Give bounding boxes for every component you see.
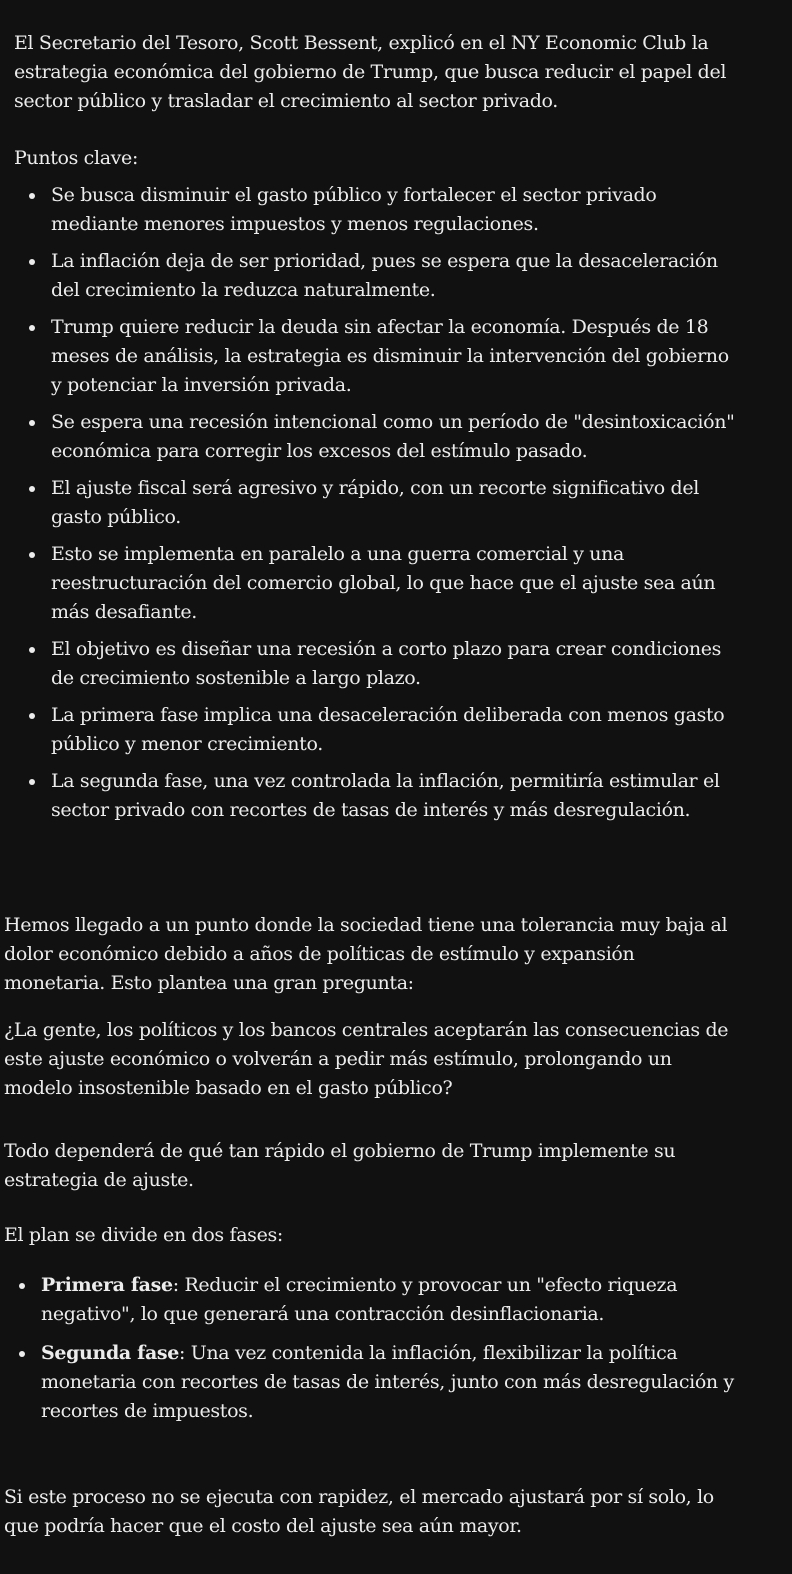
list-item-text: Se espera una recesión intencional como un período de "desintoxicación" económica para corregir los excesos del estímulo pasado.	[51, 411, 735, 462]
list-item-text: La inflación deja de ser prioridad, pues se espera que la desaceleración del crecimiento la reduzca naturalmente.	[51, 250, 718, 301]
intro-paragraph: El Secretario del Tesoro, Scott Bessent, explicó en el NY Economic Club la estrategia económica del gobierno de Trump, que busca reducir el papel del sector público y trasladar el crecimiento al sector privado.	[14, 32, 727, 112]
phases-list	[4, 1271, 744, 1426]
bullet-icon	[29, 325, 35, 331]
bullet-icon	[29, 420, 35, 426]
list-item-text: Esto se implementa en paralelo a una guerra comercial y una reestructuración del comercio global, lo que hace que el ajuste sea aún más desafiante.	[51, 543, 716, 623]
bullet-icon	[29, 193, 35, 199]
list-item-text: El ajuste fiscal será agresivo y rápido, con un recorte significativo del gasto público.	[51, 477, 699, 528]
phase-title: Segunda fase	[41, 1342, 180, 1364]
list-item	[14, 474, 739, 532]
list-item-text: Trump quiere reducir la deuda sin afectar la economía. Después de 18 meses de análisis, la estrategia es disminuir la intervención del gobierno y potenciar la inversión privada.	[51, 316, 729, 396]
phase-title: Primera fase	[41, 1274, 173, 1296]
list-item	[14, 247, 739, 305]
phase-item	[4, 1271, 744, 1329]
phase-item	[4, 1339, 744, 1426]
key-points-heading: Puntos clave:	[14, 147, 138, 169]
list-item	[14, 408, 739, 466]
list-item-text: Se busca disminuir el gasto público y fortalecer el sector privado mediante menores impuestos y menos regulaciones.	[51, 184, 657, 235]
question-paragraph: ¿La gente, los políticos y los bancos centrales aceptarán las consecuencias de este ajuste económico o volverán a pedir más estímulo, prolongando un modelo insostenible basado en el gasto público?	[4, 1019, 729, 1099]
bullet-icon	[29, 486, 35, 492]
key-points-list	[14, 181, 739, 825]
phase-text: : Reducir el crecimiento y provocar un "efecto riqueza negativo", lo que generará una contracción desinflacionaria.	[41, 1274, 678, 1325]
bullet-icon	[29, 647, 35, 653]
bullet-icon	[29, 259, 35, 265]
list-item	[14, 313, 739, 400]
bullet-icon	[19, 1283, 25, 1289]
list-item	[14, 701, 739, 759]
tolerance-paragraph: Hemos llegado a un punto donde la sociedad tiene una tolerancia muy baja al dolor económico debido a años de políticas de estímulo y expansión monetaria. Esto plantea una gran pregunta:	[4, 914, 728, 994]
list-item	[14, 181, 739, 239]
list-item	[14, 767, 739, 825]
list-item	[14, 635, 739, 693]
list-item-text: La segunda fase, una vez controlada la inflación, permitiría estimular el sector privado con recortes de tasas de interés y más desregulación.	[51, 770, 720, 821]
bullet-icon	[29, 552, 35, 558]
phases-heading: El plan se divide en dos fases:	[4, 1224, 283, 1246]
list-item-text: El objetivo es diseñar una recesión a corto plazo para crear condiciones de crecimiento sostenible a largo plazo.	[51, 638, 721, 689]
bullet-icon	[29, 713, 35, 719]
bullet-icon	[19, 1351, 25, 1357]
phase-text: : Una vez contenida la inflación, flexibilizar la política monetaria con recortes de tasas de interés, junto con más desregulación y recortes de impuestos.	[41, 1342, 734, 1422]
speed-paragraph: Todo dependerá de qué tan rápido el gobierno de Trump implemente su estrategia de ajuste.	[4, 1140, 676, 1191]
list-item-text: La primera fase implica una desaceleración deliberada con menos gasto público y menor crecimiento.	[51, 704, 725, 755]
bullet-icon	[29, 779, 35, 785]
list-item	[14, 540, 739, 627]
closing-paragraph: Si este proceso no se ejecuta con rapidez, el mercado ajustará por sí solo, lo que podría hacer que el costo del ajuste sea aún mayor.	[4, 1486, 714, 1537]
